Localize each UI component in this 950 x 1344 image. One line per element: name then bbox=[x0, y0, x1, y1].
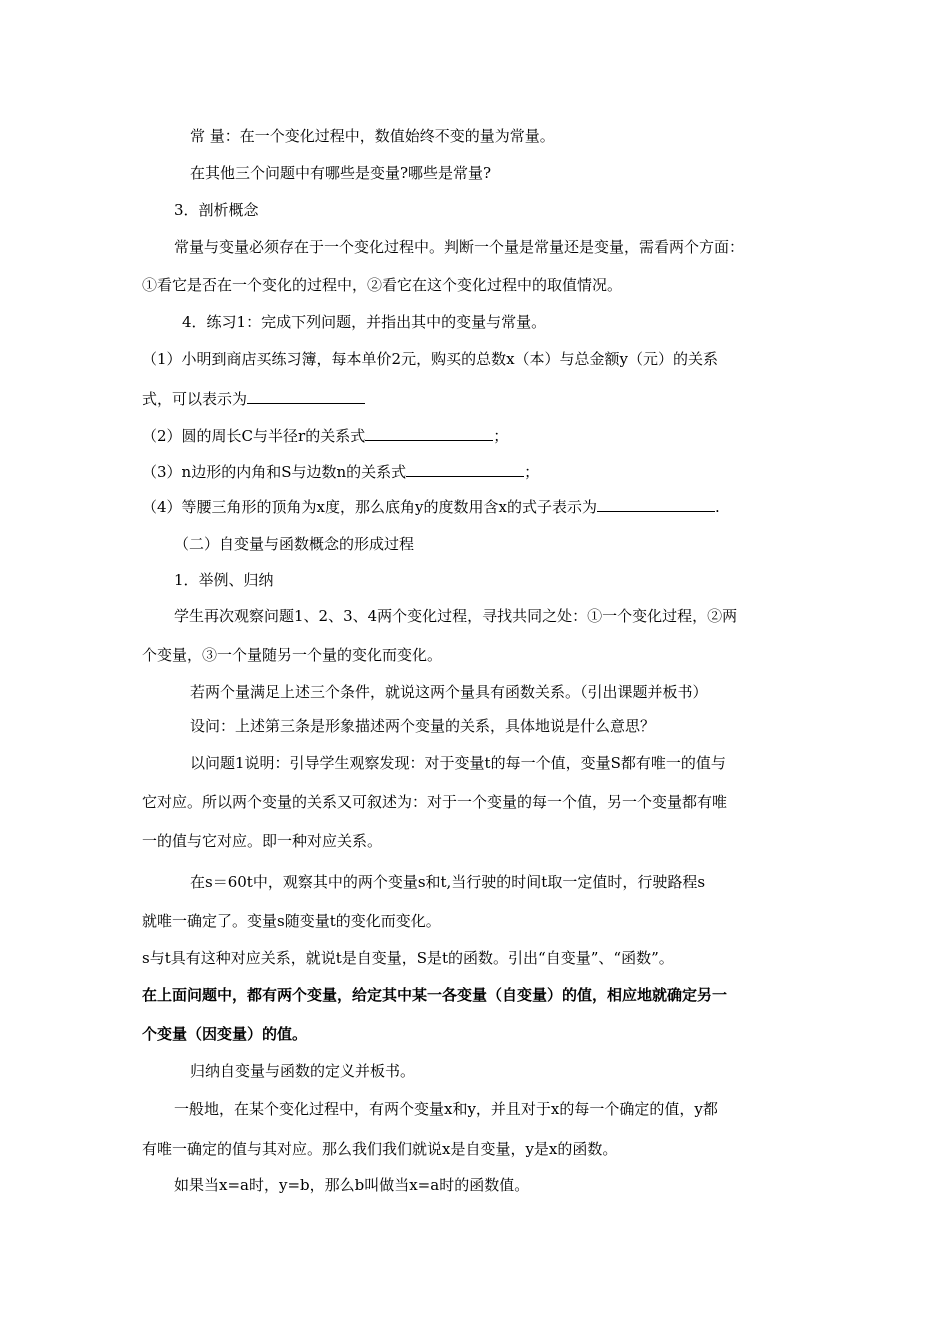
exercise-item-2: （2）圆的周长C与半径r的关系式 ； bbox=[142, 427, 509, 445]
paragraph-line: 以问题1说明：引导学生观察发现：对于变量t的每一个值，变量S都有唯一的值与 bbox=[190, 754, 726, 772]
paragraph-line: 在上面问题中，都有两个变量，给定其中某一各变量（自变量）的值，相应地就确定另一 bbox=[142, 986, 728, 1004]
answer-blank[interactable] bbox=[597, 497, 715, 512]
paragraph-line: 设问：上述第三条是形象描述两个变量的关系，具体地说是什么意思？ bbox=[190, 717, 656, 735]
paragraph-line: 如果当x=a时，y=b，那么b叫做当x=a时的函数值。 bbox=[174, 1176, 530, 1194]
paragraph-line: s与t具有这种对应关系，就说t是自变量，S是t的函数。引出“自变量”、“函数”。 bbox=[142, 949, 674, 967]
constant-definition: 常 量：在一个变化过程中，数值始终不变的量为常量。 bbox=[190, 127, 555, 145]
paragraph-line: 有唯一确定的值与其对应。那么我们我们就说x是自变量，y是x的函数。 bbox=[142, 1140, 618, 1158]
answer-blank[interactable] bbox=[365, 426, 493, 441]
paragraph-line: 个变量（因变量）的值。 bbox=[142, 1025, 308, 1043]
answer-blank[interactable] bbox=[406, 462, 524, 477]
question-line: 在其他三个问题中有哪些是变量?哪些是常量? bbox=[190, 164, 492, 182]
subsection-heading: 1．举例、归纳 bbox=[174, 571, 274, 589]
answer-blank[interactable] bbox=[247, 389, 365, 404]
paragraph-line: 一的值与它对应。即一种对应关系。 bbox=[142, 832, 383, 850]
paragraph-line: 就唯一确定了。变量s随变量t的变化而变化。 bbox=[142, 912, 441, 930]
paragraph-line: 若两个量满足上述三个条件，就说这两个量具有函数关系。（引出课题并板书） bbox=[190, 683, 708, 701]
exercise-heading: 4．练习1：完成下列问题，并指出其中的变量与常量。 bbox=[182, 313, 547, 331]
paragraph-line: 常量与变量必须存在于一个变化过程中。判断一个量是常量还是变量，需看两个方面： bbox=[174, 238, 745, 256]
exercise-item-4: （4）等腰三角形的顶角为x度，那么底角y的度数用含x的式子表示为 . bbox=[142, 498, 720, 516]
paragraph-line: 一般地，在某个变化过程中，有两个变量x和y，并且对于x的每一个确定的值，y都 bbox=[174, 1100, 718, 1118]
exercise-item-1: （1）小明到商店买练习簿，每本单价2元，购买的总数x（本）与总金额y（元）的关系 bbox=[142, 350, 719, 368]
section-heading-2: （二）自变量与函数概念的形成过程 bbox=[174, 535, 415, 553]
paragraph-line: 在s＝60t中，观察其中的两个变量s和t,当行驶的时间t取一定值时，行驶路程s bbox=[190, 873, 706, 891]
exercise-item-3: （3）n边形的内角和S与边数n的关系式 ； bbox=[142, 463, 540, 481]
paragraph-line: 归纳自变量与函数的定义并板书。 bbox=[190, 1062, 416, 1080]
paragraph-line: 它对应。所以两个变量的关系又可叙述为：对于一个变量的每一个值，另一个变量都有唯 bbox=[142, 793, 728, 811]
paragraph-line: ①看它是否在一个变化的过程中，②看它在这个变化过程中的取值情况。 bbox=[142, 276, 623, 294]
section-heading-3: 3．剖析概念 bbox=[174, 201, 259, 219]
paragraph-line: 个变量，③一个量随另一个量的变化而变化。 bbox=[142, 646, 443, 664]
exercise-item-1-cont: 式，可以表示为 bbox=[142, 389, 365, 409]
paragraph-line: 学生再次观察问题1、2、3、4两个变化过程，寻找共同之处：①一个变化过程，②两 bbox=[174, 607, 738, 625]
